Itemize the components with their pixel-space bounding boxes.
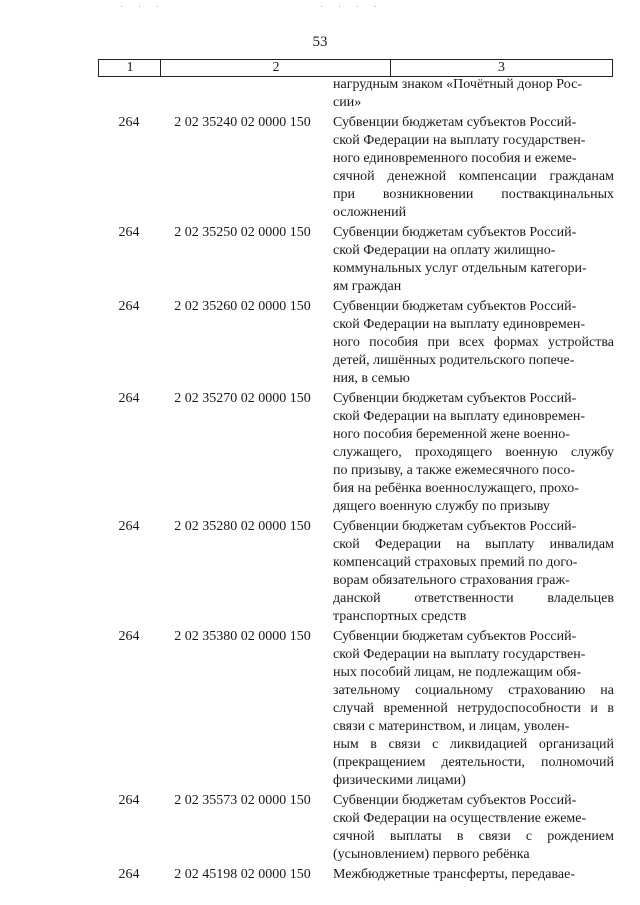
description-line: ской Федерации на осуществление ежеме- — [333, 811, 587, 826]
scan-artifact-top-right: · · · · — [320, 2, 383, 13]
description-line: Субвенции бюджетам субъектов Россий- — [333, 629, 577, 644]
description-line: ворам обязательного страхования граж- — [333, 573, 570, 588]
description-line: при возникновении поствакцинальных — [333, 187, 614, 202]
description-line: Субвенции бюджетам субъектов Россий- — [333, 519, 577, 534]
description-line: бия на ребёнка военнослужащего, прохо- — [333, 481, 579, 496]
description-line: ской Федерации на выплату единовремен- — [333, 317, 586, 332]
description-line: ской Федерации на оплату жилищно- — [333, 243, 556, 258]
budget-code-cell: 2 02 35260 02 0000 150 — [174, 299, 311, 314]
scan-artifact-top: · · · — [120, 2, 165, 13]
description-cell — [333, 518, 614, 626]
admin-code-cell: 264 — [118, 115, 140, 130]
description-line: детей, лишённых родительского попече- — [333, 353, 575, 368]
description-line: коммунальных услуг отдельным категори- — [333, 261, 587, 276]
description-line: ного пособия беременной жене военно- — [333, 427, 570, 442]
description-line: зательному социальному страхованию на — [333, 683, 614, 698]
header-col-1: 1 — [98, 60, 161, 76]
description-line: нагрудным знаком «Почётный донор Рос- — [333, 77, 582, 92]
budget-code-cell: 2 02 35270 02 0000 150 — [174, 391, 311, 406]
budget-code-cell: 2 02 35240 02 0000 150 — [174, 115, 311, 130]
description-line: осложнений — [333, 205, 407, 220]
description-line: ния, в семью — [333, 371, 410, 386]
header-col-2: 2 — [160, 60, 391, 76]
admin-code-cell: 264 — [118, 391, 140, 406]
budget-code-cell: 2 02 35380 02 0000 150 — [174, 629, 311, 644]
budget-code-cell: 2 02 35280 02 0000 150 — [174, 519, 311, 534]
description-line: (прекращением деятельности, полномочий — [333, 755, 614, 770]
description-line: ской Федерации на выплату единовремен- — [333, 409, 586, 424]
table-header — [98, 59, 613, 77]
budget-code-cell: 2 02 45198 02 0000 150 — [174, 867, 311, 882]
description-line: ных пособий лицам, не подлежащим обя- — [333, 665, 582, 680]
description-line: дящего военную службу по призыву — [333, 499, 550, 514]
description-cell — [333, 224, 614, 296]
description-line: Субвенции бюджетам субъектов Россий- — [333, 391, 577, 406]
header-col-3: 3 — [390, 60, 613, 76]
description-cell — [333, 298, 614, 388]
admin-code-cell: 264 — [118, 867, 140, 882]
page-number: 53 — [312, 34, 328, 50]
description-cell — [333, 866, 614, 884]
description-line: Межбюджетные трансферты, передавае- — [333, 867, 575, 882]
admin-code-cell: 264 — [118, 519, 140, 534]
description-line: данской ответственности владельцев — [333, 591, 614, 606]
admin-code-cell: 264 — [118, 629, 140, 644]
description-line: ного пособия при всех формах устройства — [333, 335, 614, 350]
admin-code-cell: 264 — [118, 299, 140, 314]
description-line: сячной выплаты в связи с рождением — [333, 829, 614, 844]
description-line: Субвенции бюджетам субъектов Россий- — [333, 299, 577, 314]
description-line: физическими лицами) — [333, 773, 466, 788]
description-line: ской Федерации на выплату государствен- — [333, 133, 586, 148]
description-line: сячной денежной компенсации гражданам — [333, 169, 614, 184]
description-line: связи с материнством, и лицам, уволен- — [333, 719, 570, 734]
budget-code-cell: 2 02 35250 02 0000 150 — [174, 225, 311, 240]
description-line: транспортных средств — [333, 609, 467, 624]
description-cell — [333, 792, 614, 864]
description-line: ской Федерации на выплату государствен- — [333, 647, 586, 662]
description-line: случай временной нетрудоспособности и в — [333, 701, 614, 716]
description-cell — [333, 114, 614, 222]
description-cell — [333, 390, 614, 516]
budget-code-cell: 2 02 35573 02 0000 150 — [174, 793, 311, 808]
description-cell — [333, 76, 614, 112]
description-line: по призыву, а также ежемесячного посо- — [333, 463, 575, 478]
description-line: компенсаций страховых премий по дого- — [333, 555, 578, 570]
description-line: Субвенции бюджетам субъектов Россий- — [333, 793, 577, 808]
description-line: ного единовременного пособия и ежеме- — [333, 151, 577, 166]
description-line: Субвенции бюджетам субъектов Россий- — [333, 225, 577, 240]
description-line: Субвенции бюджетам субъектов Россий- — [333, 115, 577, 130]
description-line: сии» — [333, 95, 362, 110]
description-line: ям граждан — [333, 279, 402, 294]
admin-code-cell: 264 — [118, 225, 140, 240]
description-line: ным в связи с ликвидацией организаций — [333, 737, 614, 752]
description-line: служащего, проходящего военную службу — [333, 445, 614, 460]
description-line: ской Федерации на выплату инвалидам — [333, 537, 614, 552]
admin-code-cell: 264 — [118, 793, 140, 808]
description-cell — [333, 628, 614, 790]
description-line: (усыновлением) первого ребёнка — [333, 847, 530, 862]
